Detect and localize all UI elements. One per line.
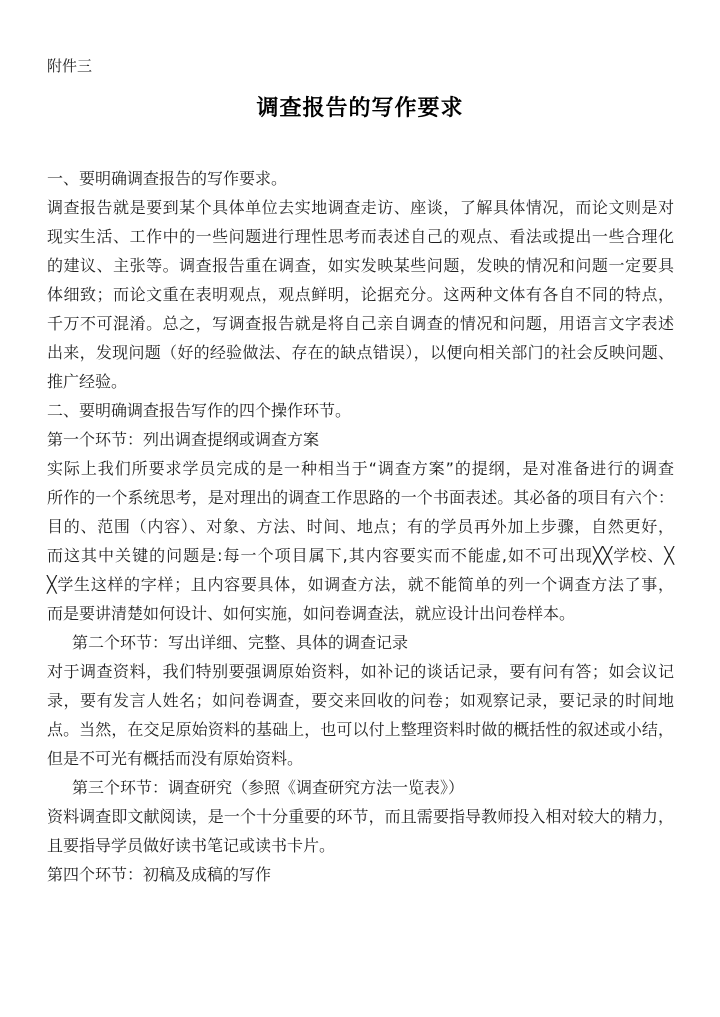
text-line: 第一个环节：列出调查提纲或调查方案 <box>47 430 320 449</box>
text-line: 第三个环节：调查研究（参照《调查研究方法一览表》） <box>72 778 465 797</box>
text-line: 且要指导学员做好读书笔记或读书卡片。 <box>47 836 336 855</box>
text-line: 目的、范围（内容）、对象、方法、时间、地点；有的学员再外加上步骤，自然更好， <box>47 517 674 536</box>
text-line: 第四个环节：初稿及成稿的写作 <box>47 865 272 884</box>
text-line: 而是要讲清楚如何设计、如何实施，如问卷调查法，就应设计出问卷样本。 <box>47 604 576 623</box>
text-line: 调查报告就是要到某个具体单位去实地调查走访、座谈，了解具体情况，而论文则是对 <box>47 198 674 217</box>
attachment-label: 附件三 <box>47 57 93 75</box>
text-line: 推广经验。 <box>47 372 128 391</box>
text-line: 二、要明确调查报告写作的四个操作环节。 <box>47 401 352 420</box>
text-line: ╳学生这样的字样；且内容要具体，如调查方法，就不能简单的列一个调查方法了事， <box>47 575 674 594</box>
text-line: 的建议、主张等。调查报告重在调查，如实发映某些问题，发映的情况和问题一定要具 <box>47 256 674 275</box>
text-line: 出来，发现问题（好的经验做法、存在的缺点错误），以便向相关部门的社会反映问题、 <box>47 343 674 362</box>
text-line: 所作的一个系统思考，是对理出的调查工作思路的一个书面表述。其必备的项目有六个： <box>47 488 674 507</box>
page-title: 调查报告的写作要求 <box>256 96 464 121</box>
text-line: 点。当然，在交足原始资料的基础上，也可以付上整理资料时做的概括性的叙述或小结， <box>47 720 674 739</box>
text-line: 体细致；而论文重在表明观点，观点鲜明，论据充分。这两种文体有各自不同的特点， <box>47 285 674 304</box>
text-line: 资料调查即文献阅读，是一个十分重要的环节，而且需要指导教师投入相对较大的精力， <box>47 807 674 826</box>
text-line: 实际上我们所要求学员完成的是一种相当于“调查方案”的提纲，是对准备进行的调查 <box>47 459 674 478</box>
text-line: 一、要明确调查报告的写作要求。 <box>47 169 288 188</box>
text-line: 千万不可混淆。总之，写调查报告就是将自己亲自调查的情况和问题，用语言文字表述 <box>47 314 674 333</box>
text-line: 但是不可光有概括而没有原始资料。 <box>47 749 304 768</box>
text-line: 对于调查资料，我们特别要强调原始资料，如补记的谈话记录，要有问有答；如会议记 <box>47 662 674 681</box>
document-body <box>47 164 674 889</box>
text-line: 录，要有发言人姓名；如问卷调查，要交来回收的问卷；如观察记录，要记录的时间地 <box>47 691 674 710</box>
text-line: 第二个环节：写出详细、完整、具体的调查记录 <box>72 633 409 652</box>
text-line: 现实生活、工作中的一些问题进行理性思考而表述自己的观点、看法或提出一些合理化 <box>47 227 674 246</box>
text-line: 而这其中关键的问题是:每一个项目属下,其内容要实而不能虚,如不可出现╳╳学校、╳ <box>47 546 674 565</box>
